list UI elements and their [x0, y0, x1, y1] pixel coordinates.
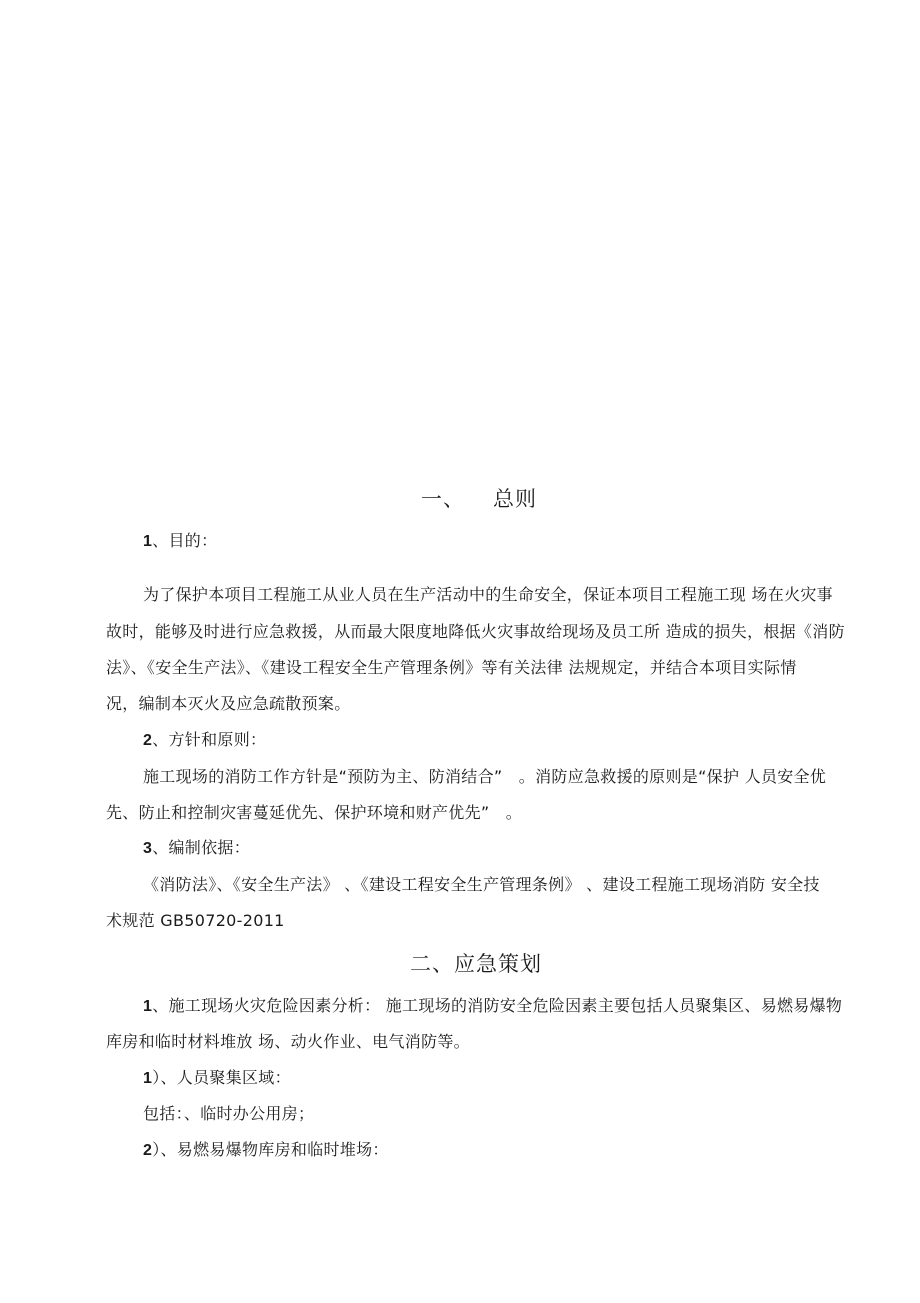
section1-item3-heading — [143, 838, 250, 859]
para2-line-2: 先、防止和控制灾害蔓延优先、保护环境和财产优先” 。 — [106, 803, 523, 822]
item-text: 、施工现场火灾危险因素分析： 施工现场的消防安全危险因素主要包括人员聚集区、易燃易爆物 — [152, 996, 843, 1015]
para1-line-4: 况，编制本灭火及应急疏散预案。 — [106, 694, 351, 713]
item-label: 、编制依据： — [152, 838, 251, 857]
item-number: 1 — [143, 533, 153, 550]
item-label: 、目的： — [152, 531, 218, 550]
sub-number: 1 — [143, 1070, 153, 1087]
para2-line-1: 施工现场的消防工作方针是“预防为主、防消结合” 。消防应急救援的原则是“保护 人员安全优 — [143, 767, 827, 786]
section1-title-number: 一、 — [421, 487, 465, 511]
item-number: 3 — [143, 840, 153, 857]
section2-item1-line-2: 库房和临时材料堆放 场、动火作业、电气消防等。 — [106, 1032, 470, 1051]
para1-line-3: 法》、《安全生产法》、《建设工程安全生产管理条例》等有关法律 法规规定，并结合本项目实际情 — [106, 658, 797, 677]
section2-sub1-detail: 包括：、临时办公用房； — [143, 1104, 315, 1123]
section2-item1-line-1 — [143, 996, 842, 1017]
section1-title — [421, 486, 537, 512]
sub-label: ）、人员聚集区域： — [152, 1068, 291, 1087]
para3-line-2: 术规范 GB50720-2011 — [106, 911, 285, 930]
section1-item1-heading — [143, 531, 217, 552]
section1-item2-heading — [143, 730, 266, 751]
para1-line-2: 故时，能够及时进行应急救援，从而最大限度地降低火灾事故给现场及员工所 造成的损失，根据《消防 — [106, 622, 845, 641]
section1-title-text: 总则 — [493, 487, 537, 511]
sub-label: ）、易燃易爆物库房和临时堆场： — [152, 1140, 389, 1159]
sub-number: 2 — [143, 1142, 153, 1159]
section2-sub2-heading — [143, 1140, 389, 1161]
item-label: 、方针和原则： — [152, 730, 267, 749]
item-number: 1 — [143, 998, 153, 1015]
para1-line-1: 为了保护本项目工程施工从业人员在生产活动中的生命安全，保证本项目工程施工现 场在火灾事 — [143, 585, 833, 604]
item-number: 2 — [143, 732, 153, 749]
para3-line-1: 《消防法》、《安全生产法》 、《建设工程安全生产管理条例》 、建设工程施工现场消防 安全技 — [143, 875, 820, 894]
section2-sub1-heading — [143, 1068, 291, 1089]
section2-title: 二、应急策划 — [410, 952, 542, 976]
